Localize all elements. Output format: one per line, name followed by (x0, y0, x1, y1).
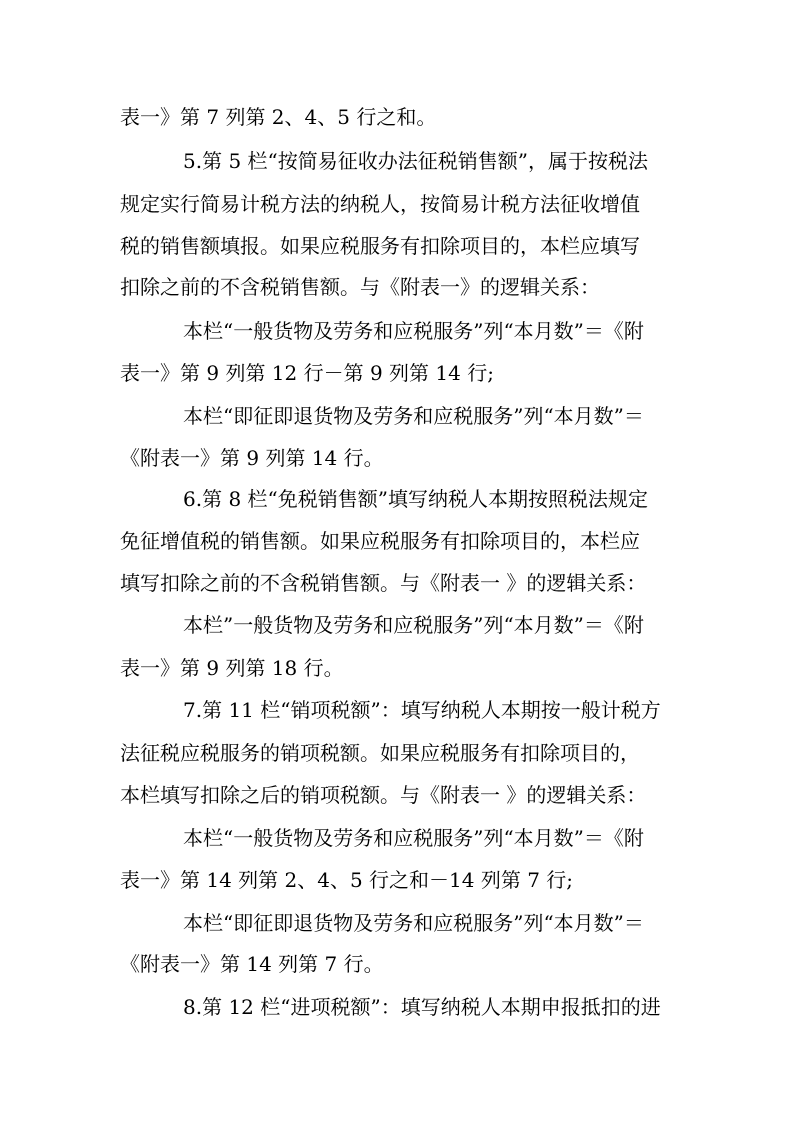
text-line: 扣除之前的不含税销售额。与《附表一》的逻辑关系： (120, 275, 600, 299)
text-line: 表一》第 9 列第 12 行－第 9 列第 14 行; (120, 361, 494, 385)
text-line: 填写扣除之前的不含税销售额。与《附表一 》的逻辑关系： (120, 571, 647, 595)
text-line: 本栏“即征即退货物及劳务和应税服务”列“本月数”＝ (183, 404, 644, 428)
text-line: 表一》第 7 列第 2、4、5 行之和。 (120, 105, 437, 129)
text-line: 《附表一》第 9 列第 14 行。 (120, 446, 384, 470)
text-line: 规定实行简易计税方法的纳税人，按简易计税方法征收增值 (120, 192, 640, 216)
text-line: 表一》第 9 列第 18 行。 (120, 656, 344, 680)
text-line: 8.第 12 栏“进项税额”：填写纳税人本期申报抵扣的进 (183, 995, 661, 1019)
text-line: 本栏“一般货物及劳务和应税服务”列“本月数”＝《附 (183, 319, 644, 343)
text-line: 表一》第 14 列第 2、4、5 行之和－14 列第 7 行; (120, 868, 574, 892)
text-line: 本栏“一般货物及劳务和应税服务”列“本月数”＝《附 (183, 826, 644, 850)
text-line: 6.第 8 栏“免税销售额”填写纳税人本期按照税法规定 (183, 487, 648, 511)
text-line: 《附表一》第 14 列第 7 行。 (120, 952, 384, 976)
text-line: 法征税应税服务的销项税额。如果应税服务有扣除项目的， (120, 741, 640, 765)
text-line: 本栏”一般货物及劳务和应税服务”列“本月数”＝《附 (183, 613, 644, 637)
text-line: 税的销售额填报。如果应税服务有扣除项目的，本栏应填写 (120, 234, 640, 258)
text-line: 7.第 11 栏“销项税额”：填写纳税人本期按一般计税方 (183, 698, 661, 722)
text-line: 本栏“即征即退货物及劳务和应税服务”列“本月数”＝ (183, 911, 644, 935)
text-line: 免征增值税的销售额。如果应税服务有扣除项目的，本栏应 (120, 529, 640, 553)
text-line: 本栏填写扣除之后的销项税额。与《附表一 》的逻辑关系： (120, 783, 647, 807)
text-line: 5.第 5 栏“按简易征收办法征税销售额”，属于按税法 (183, 149, 648, 173)
